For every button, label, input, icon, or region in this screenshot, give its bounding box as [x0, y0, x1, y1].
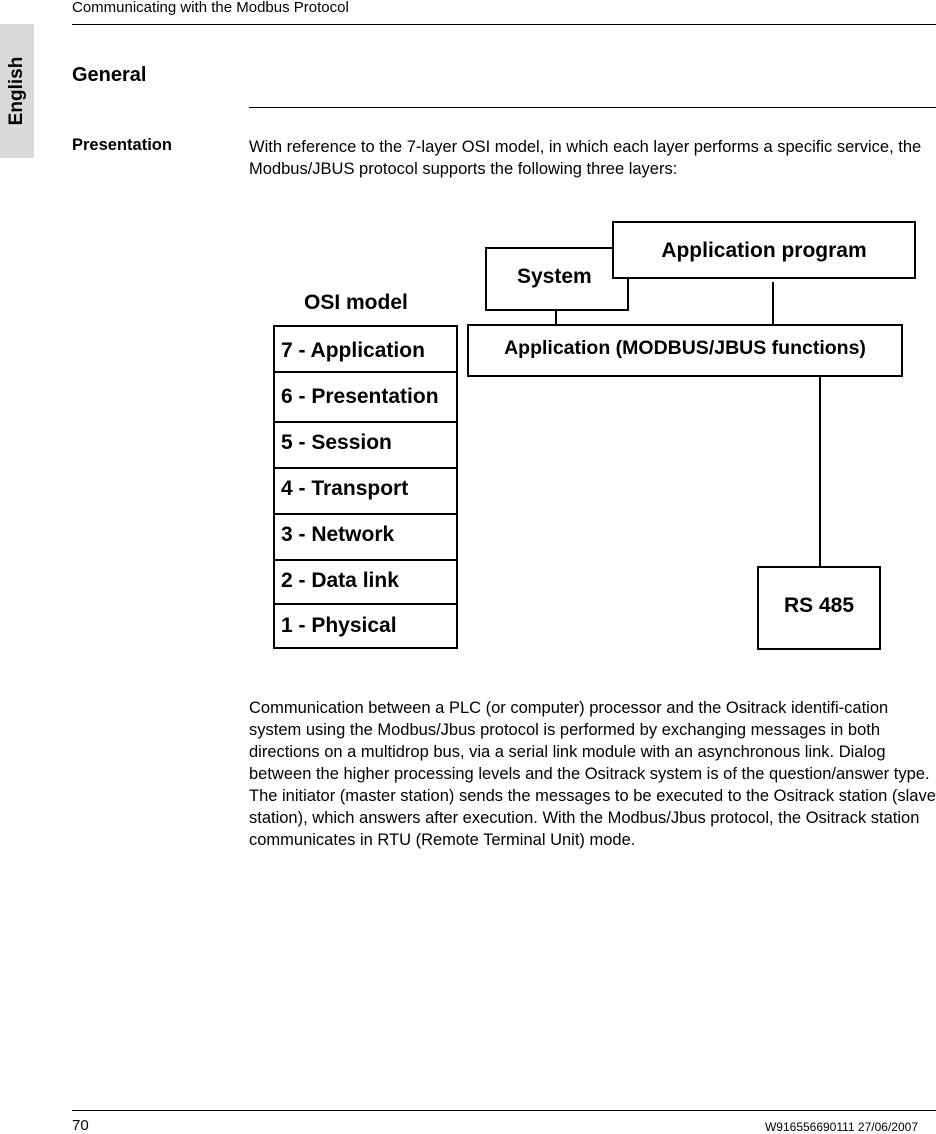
rs485-label: RS 485	[783, 594, 855, 617]
layer-6-label: 6 - Presentation	[281, 385, 439, 408]
intro-paragraph: With reference to the 7-layer OSI model, in which each layer performs a specific service, the Modbus/JBUS protocol supports the following three layers:	[249, 138, 922, 178]
side-label-presentation: Presentation	[72, 136, 172, 154]
body-paragraph: Communication between a PLC (or computer) processor and the Ositrack identifi-cation system using the Modbus/Jbus protocol is performed by exchanging messages in both directions on a multidrop bus, via a serial link module with an asynchronous link. Dialog between the higher processing levels and the Ositrack system is of the question/answer type. The initiator (master station) sends the messages to be executed to the Ositrack station (slave station), which answers after execution. With the Modbus/Jbus protocol, the Ositrack station communicates in RTU (Remote Terminal Unit) mode.	[249, 699, 936, 849]
section-title: General	[72, 64, 147, 86]
osi-model-title: OSI model	[304, 291, 408, 314]
document-reference: W916556690111 27/06/2007	[764, 1120, 918, 1134]
running-header: Communicating with the Modbus Protocol	[72, 0, 349, 16]
layer-2-label: 2 - Data link	[281, 569, 399, 592]
layer-1-label: 1 - Physical	[281, 614, 397, 637]
application-functions-label: Application (MODBUS/JBUS functions)	[504, 337, 866, 359]
layer-5-label: 5 - Session	[281, 431, 392, 454]
system-label: System	[517, 265, 592, 288]
layer-4-label: 4 - Transport	[281, 477, 409, 500]
application-program-label: Application program	[661, 239, 867, 262]
footer-rule	[72, 1110, 936, 1111]
layer-7-label: 7 - Application	[281, 339, 425, 362]
page-number: 70	[72, 1117, 89, 1134]
layer-3-label: 3 - Network	[281, 523, 395, 546]
language-tab-label: English	[6, 56, 27, 126]
